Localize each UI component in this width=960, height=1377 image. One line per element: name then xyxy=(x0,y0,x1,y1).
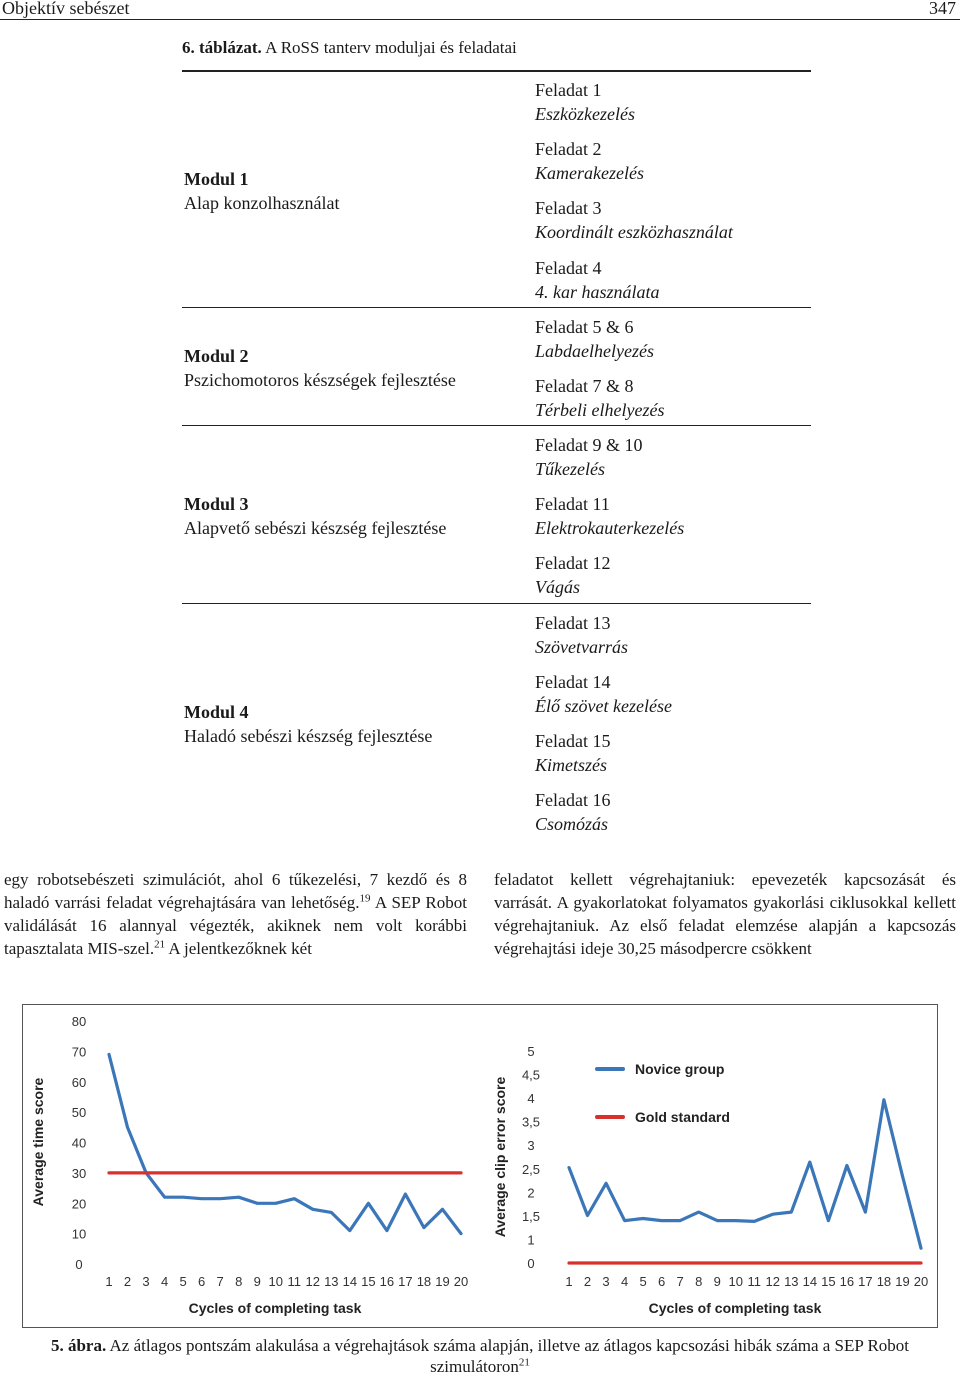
x-tick-label: 17 xyxy=(858,1274,873,1289)
x-tick-label: 18 xyxy=(876,1274,892,1289)
module-title: Modul 3 xyxy=(184,494,249,514)
x-tick-label: 7 xyxy=(216,1274,224,1289)
module-desc: Alap konzolhasználat xyxy=(184,193,340,213)
task-13 xyxy=(535,611,628,659)
x-axis-label: Cycles of completing task xyxy=(188,1300,362,1316)
y-tick-label: 5 xyxy=(527,1044,535,1059)
task-number: Feladat 5 & 6 xyxy=(535,317,634,337)
table-rule-1 xyxy=(182,307,811,308)
running-title: Objektív sebészet xyxy=(2,0,130,18)
y-tick-label: 4 xyxy=(527,1091,535,1107)
x-tick-label: 7 xyxy=(676,1274,684,1289)
task-desc: Elektrokauterkezelés xyxy=(535,518,685,538)
module-desc: Haladó sebészi készség fejlesztése xyxy=(184,726,433,746)
x-tick-label: 6 xyxy=(198,1274,206,1289)
task-2 xyxy=(535,137,644,185)
x-tick-label: 15 xyxy=(821,1274,836,1289)
series-line-novice-group xyxy=(109,1054,461,1233)
figure-charts xyxy=(23,1005,937,1327)
task-number: Feladat 2 xyxy=(535,139,602,159)
task-4 xyxy=(535,256,660,304)
module-title: Modul 2 xyxy=(184,346,249,366)
task-desc: Koordinált eszközhasználat xyxy=(535,222,733,242)
x-tick-label: 19 xyxy=(435,1274,450,1289)
x-tick-label: 9 xyxy=(713,1274,721,1289)
task-15 xyxy=(535,729,610,777)
y-tick-label: 40 xyxy=(71,1135,87,1151)
y-tick-label: 2,5 xyxy=(521,1161,541,1177)
task-9-10 xyxy=(535,433,642,481)
x-tick-label: 8 xyxy=(695,1274,703,1289)
figure-box xyxy=(22,1004,938,1328)
x-tick-label: 11 xyxy=(287,1274,302,1289)
task-desc: Csomózás xyxy=(535,814,609,834)
task-16 xyxy=(535,788,610,836)
task-number: Feladat 12 xyxy=(535,553,611,573)
x-tick-label: 16 xyxy=(839,1274,855,1289)
module-4 xyxy=(184,700,432,748)
module-3 xyxy=(184,492,446,540)
body-left-b: A SEP Robot validálását 16 alannyal végezték, akiknek nem volt korábbi tapasztalata MIS-szel. xyxy=(4,893,467,958)
body-text-left xyxy=(4,868,467,960)
figure-caption-text: Az átlagos pontszám alakulása a végrehajtások száma alapján, illetve az átlagos kapcsozási hibák száma a SEP Robot szimulátoron xyxy=(106,1336,910,1376)
module-desc: Pszichomotoros készségek fejlesztése xyxy=(184,370,456,390)
task-number: Feladat 7 & 8 xyxy=(535,376,634,396)
task-desc: Eszközkezelés xyxy=(535,104,635,124)
citation-21: 21 xyxy=(154,938,166,951)
task-number: Feladat 9 & 10 xyxy=(535,435,643,455)
y-tick-label: 80 xyxy=(71,1014,87,1029)
y-tick-label: 1,5 xyxy=(521,1208,541,1224)
y-tick-label: 3,5 xyxy=(521,1114,541,1130)
task-desc: 4. kar használata xyxy=(535,282,660,302)
y-tick-label: 50 xyxy=(71,1105,87,1121)
module-title: Modul 4 xyxy=(184,702,249,722)
x-tick-label: 1 xyxy=(565,1274,573,1289)
task-number: Feladat 11 xyxy=(535,494,610,514)
x-tick-label: 12 xyxy=(305,1274,321,1289)
module-1 xyxy=(184,167,339,215)
x-tick-label: 2 xyxy=(583,1274,592,1289)
table-caption-label: 6. táblázat. xyxy=(182,38,262,57)
task-desc: Vágás xyxy=(535,577,580,597)
module-title: Modul 1 xyxy=(184,169,249,189)
y-axis-label: Average clip error score xyxy=(492,1076,508,1238)
table-rule-3 xyxy=(182,603,811,604)
x-tick-label: 5 xyxy=(639,1274,647,1289)
task-3 xyxy=(535,196,733,244)
task-number: Feladat 3 xyxy=(535,198,602,218)
x-tick-label: 14 xyxy=(342,1274,358,1289)
citation-19: 19 xyxy=(359,892,371,905)
body-left-a: egy robotsebészeti szimulációt, ahol 6 tűkezelési, 7 kezdő és 8 haladó varrási feladat végrehajtására van lehetőség. xyxy=(4,870,467,912)
task-number: Feladat 16 xyxy=(535,790,611,810)
x-axis-label: Cycles of completing task xyxy=(648,1300,822,1316)
y-tick-label: 1 xyxy=(527,1232,535,1248)
y-tick-label: 2 xyxy=(527,1185,535,1201)
task-number: Feladat 15 xyxy=(535,731,611,751)
task-number: Feladat 14 xyxy=(535,672,611,692)
x-tick-label: 14 xyxy=(802,1274,818,1289)
table-caption-text: A RoSS tanterv moduljai és feladatai xyxy=(265,38,517,57)
y-tick-label: 0 xyxy=(75,1257,83,1272)
x-tick-label: 17 xyxy=(398,1274,413,1289)
task-desc: Élő szövet kezelése xyxy=(535,696,672,716)
chart-average-time-score xyxy=(30,1014,468,1316)
x-tick-label: 5 xyxy=(179,1274,187,1289)
figure-label: 5. ábra. xyxy=(50,1336,107,1355)
y-tick-label: 4,5 xyxy=(521,1067,541,1083)
x-tick-label: 3 xyxy=(142,1274,150,1289)
y-tick-label: 60 xyxy=(71,1074,87,1090)
task-11 xyxy=(535,492,684,540)
task-1 xyxy=(535,78,635,126)
x-tick-label: 18 xyxy=(416,1274,432,1289)
x-tick-label: 16 xyxy=(379,1274,395,1289)
task-number: Feladat 13 xyxy=(535,613,611,633)
task-5-6 xyxy=(535,315,654,363)
y-tick-label: 20 xyxy=(71,1196,87,1212)
y-tick-label: 3 xyxy=(527,1138,535,1154)
x-tick-label: 8 xyxy=(235,1274,243,1289)
y-tick-label: 70 xyxy=(71,1044,87,1060)
task-desc: Szövetvarrás xyxy=(535,637,628,657)
series-line-novice-group xyxy=(569,1100,921,1248)
task-desc: Labdaelhelyezés xyxy=(535,341,654,361)
x-tick-label: 15 xyxy=(361,1274,376,1289)
x-tick-label: 11 xyxy=(747,1274,762,1289)
x-tick-label: 2 xyxy=(123,1274,132,1289)
table-rule-2 xyxy=(182,425,811,426)
table-caption xyxy=(182,38,517,58)
y-tick-label: 30 xyxy=(71,1165,87,1181)
y-axis-label: Average time score xyxy=(30,1077,46,1207)
x-tick-label: 20 xyxy=(453,1274,469,1289)
y-tick-label: 10 xyxy=(71,1226,87,1242)
x-tick-label: 10 xyxy=(268,1274,283,1289)
y-tick-label: 0 xyxy=(527,1256,535,1271)
table-top-rule xyxy=(182,70,811,72)
legend-label-gold-standard: Gold standard xyxy=(635,1109,730,1125)
x-tick-label: 10 xyxy=(728,1274,743,1289)
x-tick-label: 4 xyxy=(620,1274,629,1289)
x-tick-label: 6 xyxy=(658,1274,666,1289)
x-tick-label: 1 xyxy=(105,1274,113,1289)
task-number: Feladat 1 xyxy=(535,80,602,100)
x-tick-label: 3 xyxy=(602,1274,610,1289)
body-text-right: feladatot kellett végrehajtaniuk: epevezeték kapcsozását és varrását. A gyakorlatokat folyamatos gyakorlási ciklusokkal kellett végrehajtaniuk. Az első feladat elemzése alapján a kapcsozás végrehajtási ideje 30,25 másodpercre csökkent xyxy=(494,870,956,958)
task-desc: Tűkezelés xyxy=(535,459,605,479)
x-tick-label: 9 xyxy=(253,1274,261,1289)
figure-citation: 21 xyxy=(518,1356,530,1369)
task-desc: Térbeli elhelyezés xyxy=(535,400,665,420)
task-7-8 xyxy=(535,374,664,422)
x-tick-label: 12 xyxy=(765,1274,781,1289)
running-header xyxy=(0,0,960,20)
task-desc: Kimetszés xyxy=(535,755,607,775)
module-desc: Alapvető sebészi készség fejlesztése xyxy=(184,518,447,538)
task-14 xyxy=(535,670,672,718)
x-tick-label: 20 xyxy=(913,1274,929,1289)
module-2 xyxy=(184,344,456,392)
chart-average-clip-error-score xyxy=(492,1044,928,1316)
task-number: Feladat 4 xyxy=(535,258,602,278)
x-tick-label: 19 xyxy=(895,1274,910,1289)
task-12 xyxy=(535,551,610,599)
x-tick-label: 13 xyxy=(784,1274,799,1289)
figure-caption xyxy=(0,1335,960,1377)
legend-label-novice-group: Novice group xyxy=(635,1061,725,1077)
x-tick-label: 13 xyxy=(324,1274,339,1289)
body-left-c: A jelentkezőknek két xyxy=(165,939,312,958)
x-tick-label: 4 xyxy=(160,1274,169,1289)
page-number: 347 xyxy=(929,0,956,18)
task-desc: Kamerakezelés xyxy=(535,163,644,183)
